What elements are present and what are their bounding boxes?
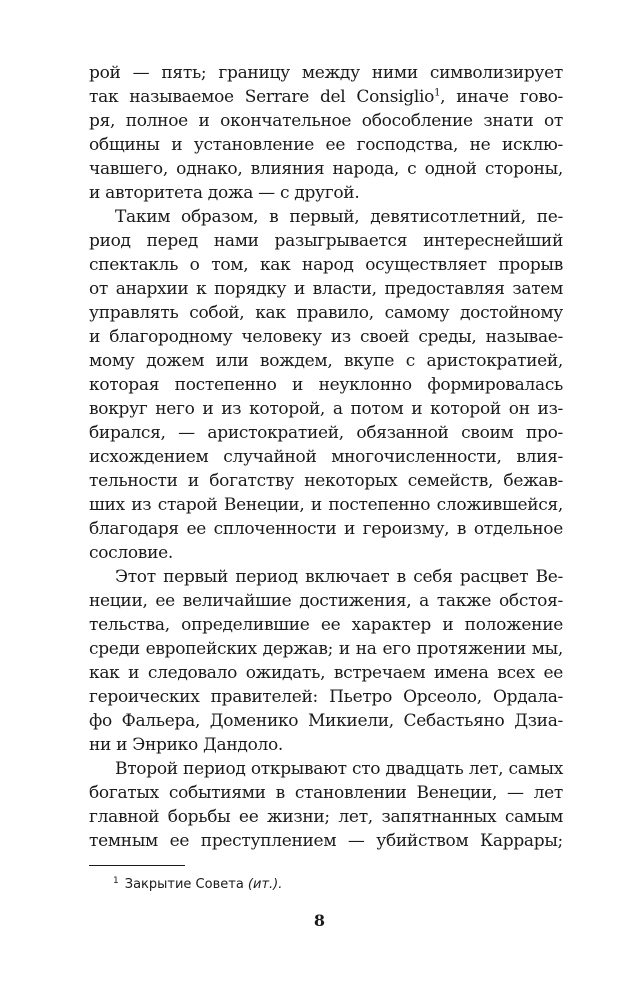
body-text bbox=[89, 61, 563, 853]
footnote-divider bbox=[89, 865, 185, 866]
text-line: от анархии к порядку и власти, предоставляя затем bbox=[89, 279, 563, 299]
text-line: главной борьбы ее жизни; лет, запятнанных самым bbox=[89, 807, 563, 827]
footnote bbox=[113, 876, 282, 894]
text-line: и авторитета дожа — с другой. bbox=[89, 183, 360, 203]
text-line: ших из старой Венеции, и постепенно сложившейся, bbox=[89, 495, 563, 515]
page-number: 8 bbox=[313, 911, 326, 930]
text-line: героических правителей: Пьетро Орсеоло, Ордала- bbox=[89, 687, 563, 707]
text-line: рой — пять; границу между ними символизирует bbox=[89, 63, 563, 83]
text-line: богатых событиями в становлении Венеции, — лет bbox=[89, 783, 563, 803]
text-line: тельности и богатству некоторых семейств, бежав- bbox=[89, 471, 563, 491]
text-line: общины и установление ее господства, не исклю- bbox=[89, 135, 563, 155]
paragraph-first-line: Таким образом, в первый, девятисотлетний, пе- bbox=[115, 207, 563, 227]
footnote-marker: 1 bbox=[113, 875, 119, 886]
text-fragment: так называемое Serrare del Consiglio bbox=[89, 87, 435, 107]
footnote-text: Закрытие Совета bbox=[124, 877, 248, 892]
text-line: вокруг него и из которой, а потом и которой он из- bbox=[89, 399, 563, 419]
paragraph-first-line: Этот первый период включает в себя расцвет Ве- bbox=[115, 567, 563, 587]
text-line: и благородному человеку из своей среды, называе- bbox=[89, 327, 563, 347]
text-line: тельства, определившие ее характер и положение bbox=[89, 615, 563, 635]
text-line bbox=[89, 85, 563, 109]
text-line: благодаря ее сплоченности и героизму, в отдельное bbox=[89, 519, 563, 539]
text-line: исхождением случайной многочисленности, влия- bbox=[89, 447, 563, 467]
footnote-reference: 1 bbox=[434, 87, 441, 99]
text-line: которая постепенно и неуклонно формировалась bbox=[89, 375, 563, 395]
text-line: фо Фальера, Доменико Микиели, Себастьяно Дзиа- bbox=[89, 711, 563, 731]
text-line: неции, ее величайшие достижения, а также обстоя- bbox=[89, 591, 563, 611]
text-line: управлять собой, как правило, самому достойному bbox=[89, 303, 563, 323]
text-line: чавшего, однако, влияния народа, с одной стороны, bbox=[89, 159, 563, 179]
text-line: бирался, — аристократией, обязанной своим про- bbox=[89, 423, 563, 443]
text-line: среди европейских держав; и на его протяжении мы, bbox=[89, 639, 563, 659]
text-line: сословие. bbox=[89, 543, 173, 563]
footnote-language-note: (ит.). bbox=[247, 877, 283, 892]
text-line: темным ее преступлением — убийством Каррары; bbox=[89, 831, 563, 851]
text-line: ря, полное и окончательное обособление знати от bbox=[89, 111, 563, 131]
text-line: как и следовало ожидать, встречаем имена всех ее bbox=[89, 663, 563, 683]
text-line: ни и Энрико Дандоло. bbox=[89, 735, 284, 755]
text-line: мому дожем или вождем, вкупе с аристократией, bbox=[89, 351, 563, 371]
text-line: риод перед нами разыгрывается интереснейший bbox=[89, 231, 563, 251]
text-fragment: , иначе гово- bbox=[440, 87, 563, 107]
paragraph-first-line: Второй период открывают сто двадцать лет, самых bbox=[115, 759, 563, 779]
text-line: спектакль о том, как народ осуществляет прорыв bbox=[89, 255, 563, 275]
